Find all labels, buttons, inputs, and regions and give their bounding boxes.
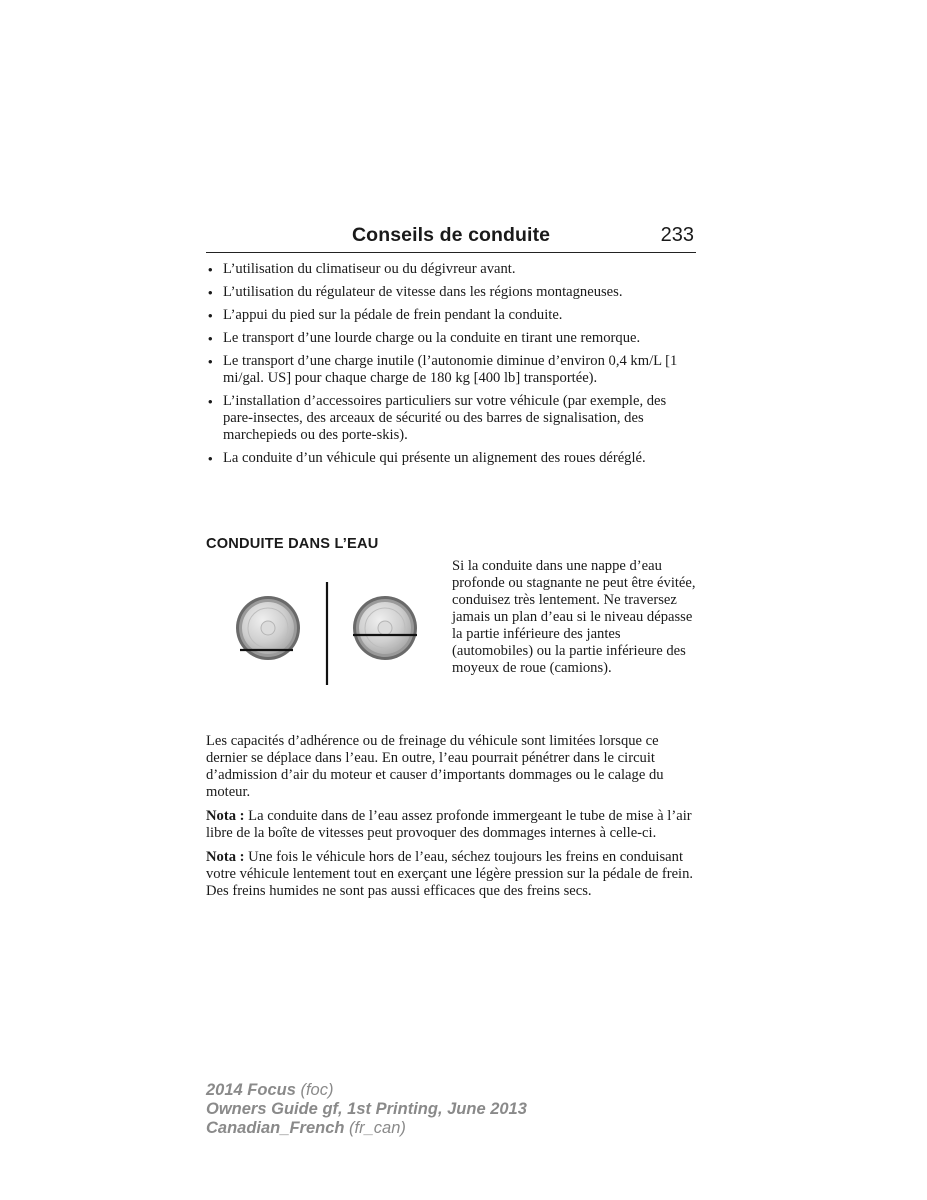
footer-language-code: (fr_can) (344, 1119, 406, 1137)
bullet-icon: • (208, 285, 213, 300)
footer-line (206, 1100, 527, 1119)
page-header (206, 224, 696, 253)
page-title: Conseils de conduite (352, 224, 551, 246)
bullet-icon: • (208, 331, 213, 346)
footer-line (206, 1119, 527, 1138)
page-number: 233 (660, 224, 694, 246)
bullet-icon: • (208, 308, 213, 323)
list-item-text: Le transport d’une lourde charge ou la conduite en tirant une remorque. (223, 330, 641, 346)
list-item (206, 450, 686, 467)
list-item-text: L’installation d’accessoires particuliers sur votre véhicule (par exemple, des pare-insectes, des arceaux de sécurité ou des barres de signalisation, des marchepieds ou des porte-skis). (223, 393, 667, 443)
note-text: Une fois le véhicule hors de l’eau, séchez toujours les freins en conduisant votre véhicule lentement tout en exerçant une légère pression sur la pédale de frein. Des freins humides ne sont pas aussi efficaces que des freins secs. (206, 849, 694, 899)
footer-language: Canadian_French (206, 1119, 345, 1137)
paragraph: Les capacités d’adhérence ou de freinage du véhicule sont limitées lorsque ce dernier se déplace dans l’eau. En outre, l’eau pourrait pénétrer dans le circuit d’admission d’air du moteur et causer d’importants dommages ou le calage du moteur. (206, 733, 664, 800)
water-driving-notes (206, 733, 696, 907)
footer-model: 2014 Focus (206, 1081, 296, 1099)
list-item-text: La conduite d’un véhicule qui présente un alignement des roues déréglé. (223, 450, 646, 466)
section-heading: CONDUITE DANS L’EAU (206, 536, 379, 552)
wheel-hub-waterline-icon (353, 596, 417, 660)
water-driving-instructions: Si la conduite dans une nappe d’eau profonde ou stagnante ne peut être évitée, conduisez très lentement. Ne traversez jamais un plan d’eau si le niveau dépasse la partie inférieure des jantes (automobiles) ou la partie inférieure des moyeux de roue (camions). (452, 558, 696, 676)
note-label: Nota : (206, 808, 245, 824)
note-text: La conduite dans de l’eau assez profonde immergeant le tube de mise à l’air libre de la boîte de vitesses peut provoquer des dommages internes à celle-ci. (206, 808, 692, 841)
list-item (206, 353, 686, 387)
note-label: Nota : (206, 849, 245, 865)
list-item (206, 330, 686, 347)
note-paragraph (206, 849, 696, 900)
list-item-text: L’utilisation du régulateur de vitesse dans les régions montagneuses. (223, 284, 623, 300)
list-item-text: Le transport d’une charge inutile (l’autonomie diminue d’environ 0,4 km/L [1 mi/gal. US] pour chaque charge de 180 kg [400 lb] transportée). (223, 353, 678, 386)
water-depth-illustration (225, 578, 425, 690)
note-paragraph (206, 808, 696, 842)
list-item-text: L’utilisation du climatiseur ou du dégivreur avant. (223, 261, 516, 277)
document-footer (206, 1081, 527, 1138)
bullet-icon: • (208, 354, 213, 369)
bullet-icon: • (208, 262, 213, 277)
list-item (206, 393, 686, 444)
footer-edition: Owners Guide gf, 1st Printing, June 2013 (206, 1100, 527, 1118)
list-item (206, 261, 686, 278)
footer-line (206, 1081, 527, 1100)
list-item-text: L’appui du pied sur la pédale de frein pendant la conduite. (223, 307, 563, 323)
water-depth-figure (225, 578, 425, 690)
fuel-economy-factors-list (206, 261, 686, 473)
footer-model-code: (foc) (295, 1081, 334, 1099)
wheel-rim-waterline-icon (236, 596, 300, 660)
list-item (206, 307, 686, 324)
bullet-icon: • (208, 451, 213, 466)
list-item (206, 284, 686, 301)
bullet-icon: • (208, 394, 213, 409)
